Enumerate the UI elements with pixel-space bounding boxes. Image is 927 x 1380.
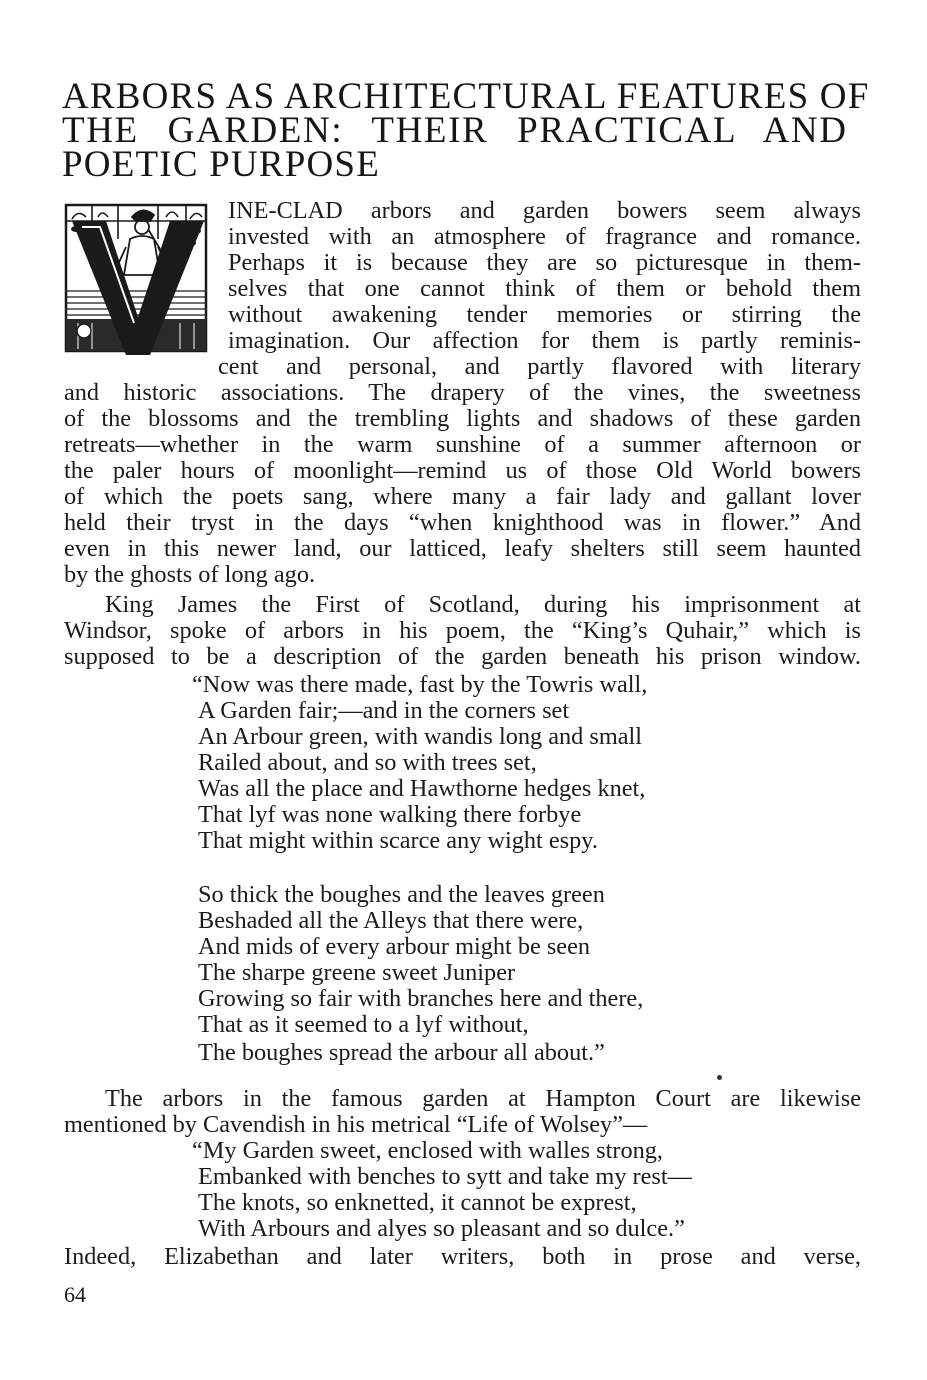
text-line: imagination. Our affection for them is partly reminis- [228, 327, 861, 354]
illustrated-initial-v-icon [62, 199, 214, 357]
text-line: King James the First of Scotland, during his imprisonment at [105, 591, 861, 618]
text-line: cent and personal, and partly flavored with literary [218, 353, 861, 380]
verse-line: That lyf was none walking there forbye [198, 801, 582, 828]
verse-line: The boughes spread the arbour all about.” [198, 1039, 605, 1066]
verse-line: An Arbour green, with wandis long and small [198, 723, 643, 750]
text-line: Indeed, Elizabethan and later writers, both in prose and verse, [64, 1243, 861, 1270]
text-line: invested with an atmosphere of fragrance and romance. [228, 223, 861, 250]
verse-line: So thick the boughes and the leaves green [198, 881, 605, 908]
text-line: selves that one cannot think of them or behold them [228, 275, 861, 302]
text-line: by the ghosts of long ago. [64, 561, 316, 588]
text-line: Windsor, spoke of arbors in his poem, the “King’s Quhair,” which is [64, 617, 861, 644]
verse-line: “My Garden sweet, enclosed with walles strong, [192, 1137, 663, 1164]
text-line: even in this newer land, our latticed, leafy shelters still seem haunted [64, 535, 861, 562]
verse-line: Embanked with benches to sytt and take my rest— [198, 1163, 692, 1190]
verse-line: The sharpe greene sweet Juniper [198, 959, 516, 986]
heading-line-3: POETIC PURPOSE [62, 144, 381, 185]
verse-line: That as it seemed to a lyf without, [198, 1011, 529, 1038]
page-number: 64 [64, 1282, 86, 1307]
text-line: INE-CLAD arbors and garden bowers seem always [228, 197, 861, 224]
verse-line: Growing so fair with branches here and there, [198, 985, 644, 1012]
text-line: of the blossoms and the trembling lights and shadows of these garden [64, 405, 861, 432]
text-line: mentioned by Cavendish in his metrical “Life of Wolsey”— [64, 1111, 648, 1138]
verse-line: That might within scarce any wight espy. [198, 827, 598, 854]
text-line: supposed to be a description of the garden beneath his prison window. [64, 643, 861, 670]
text-line: the paler hours of moonlight—remind us of those Old World bowers [64, 457, 861, 484]
verse-line: Was all the place and Hawthorne hedges knet, [198, 775, 646, 802]
verse-line: “Now was there made, fast by the Towris wall, [192, 671, 648, 698]
verse-line: And mids of every arbour might be seen [198, 933, 591, 960]
text-line: held their tryst in the days “when knighthood was in flower.” And [64, 509, 861, 536]
text-line: without awakening tender memories or stirring the [228, 301, 861, 328]
text-line: retreats—whether in the warm sunshine of a summer afternoon or [64, 431, 861, 458]
heading-line-2: THE GARDEN: THEIR PRACTICAL AND [62, 110, 848, 151]
text-line: Perhaps it is because they are so picturesque in them- [228, 249, 861, 276]
verse-line: Railed about, and so with trees set, [198, 749, 537, 776]
text-line: and historic associations. The drapery of the vines, the sweetness [64, 379, 861, 406]
verse-line: A Garden fair;—and in the corners set [198, 697, 570, 724]
text-line: of which the poets sang, where many a fair lady and gallant lover [64, 483, 861, 510]
verse-line: The knots, so enknetted, it cannot be exprest, [198, 1189, 637, 1216]
verse-line: Beshaded all the Alleys that there were, [198, 907, 584, 934]
text-line: The arbors in the famous garden at Hampton Court are likewise [105, 1085, 861, 1112]
chapter-heading [62, 76, 872, 185]
verse-line: With Arbours and alyes so pleasant and so dulce.” [198, 1215, 685, 1242]
heading-line-1: ARBORS AS ARCHITECTURAL FEATURES OF [62, 76, 870, 117]
ink-speck [717, 1075, 722, 1080]
